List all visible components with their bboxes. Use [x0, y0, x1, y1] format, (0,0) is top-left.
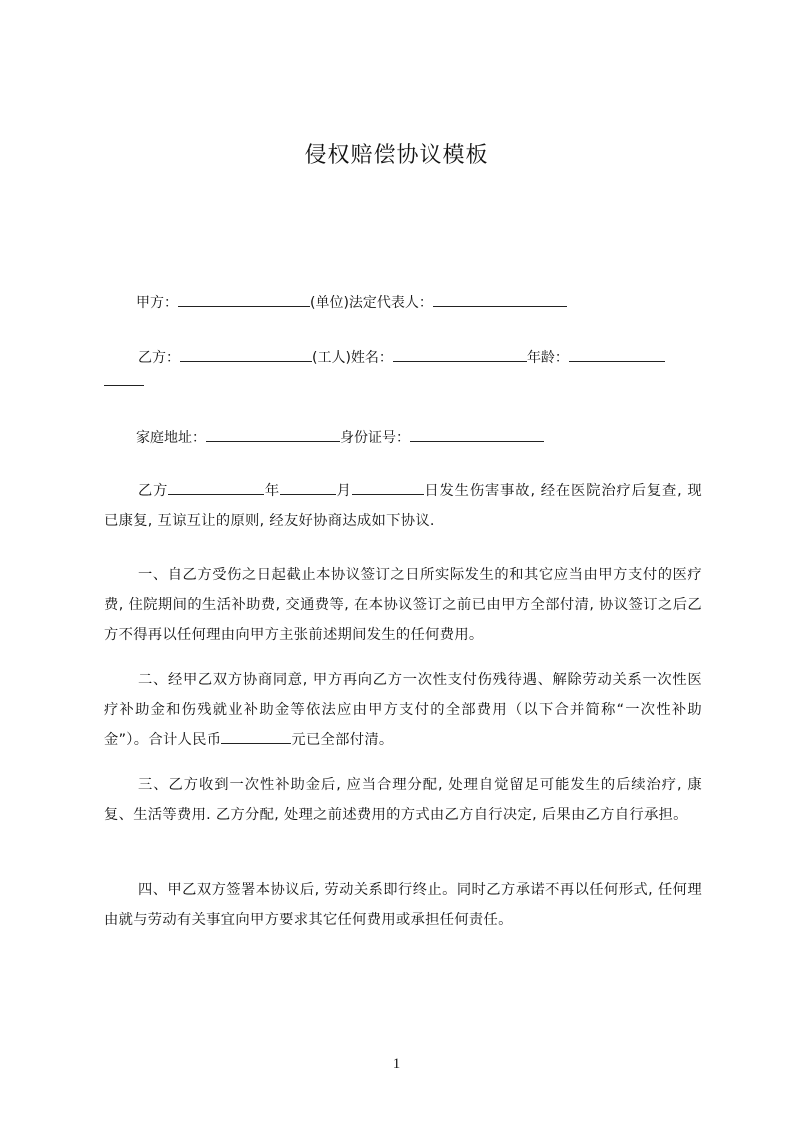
intro-paragraph: [104, 476, 702, 536]
clause-4: 四、甲乙双方签署本协议后, 劳动关系即行终止。同时乙方承诺不再以任何形式, 任何理由就与劳动有关事宜向甲方要求其它任何费用或承担任何责任。: [104, 882, 702, 928]
name-blank[interactable]: [393, 347, 527, 362]
legal-rep-blank[interactable]: [433, 292, 567, 307]
party-a-blank[interactable]: [178, 292, 310, 307]
id-label: 身份证号：: [340, 430, 410, 446]
month-label: 月: [336, 483, 352, 499]
clause-2-suffix: 元已全部付清。: [291, 732, 394, 748]
party-b-blank[interactable]: [180, 347, 312, 362]
year-blank[interactable]: [168, 480, 264, 495]
party-a-unit-label: (单位)法定代表人：: [310, 295, 433, 311]
intro-prefix: 乙方: [138, 483, 169, 499]
party-a-line: [136, 292, 736, 312]
address-line: [136, 427, 736, 447]
age-blank[interactable]: [569, 347, 665, 362]
party-b-line: [138, 347, 738, 367]
year-label: 年: [264, 483, 281, 499]
address-blank[interactable]: [206, 427, 340, 442]
clause-3: 三、乙方收到一次性补助金后, 应当合理分配, 处理自觉留足可能发生的后续治疗, 康复、生活等费用. 乙方分配, 处理之前述费用的方式由乙方自行决定, 后果由乙方自行承担。: [104, 777, 702, 823]
age-blank-continued: [104, 371, 704, 391]
amount-blank[interactable]: [221, 729, 291, 744]
id-blank[interactable]: [410, 427, 544, 442]
clause-1: 一、自乙方受伤之日起截止本协议签订之日所实际发生的和其它应当由甲方支付的医疗费, 住院期间的生活补助费, 交通费等, 在本协议签订之前已由甲方全部付清, 协议签订之后乙方不得再以任何理由向甲方主张前述期间发生的任何费用。: [104, 567, 702, 643]
month-blank[interactable]: [280, 480, 336, 495]
document-title: 侵权赔偿协议模板: [304, 143, 489, 168]
intro-text: 日发生伤害事故, 经在医院治疗后复查, 现已康复, 互谅互让的原则, 经友好协商达成如下协议.: [104, 483, 702, 529]
day-blank[interactable]: [352, 480, 424, 495]
age-label: 年龄：: [526, 350, 569, 366]
clause-2: [104, 665, 702, 755]
party-b-label: 乙方：: [138, 350, 180, 366]
address-label: 家庭地址：: [136, 430, 206, 446]
clause-2-text: 二、经甲乙双方协商同意, 甲方再向乙方一次性支付伤残待遇、解除劳动关系一次性医疗补助金和伤残就业补助金等依法应由甲方支付的全部费用（以下合并简称“一次性补助金”）。合计人民币: [104, 672, 702, 748]
party-a-label: 甲方：: [136, 295, 178, 311]
age-blank-wrap[interactable]: [104, 371, 144, 386]
page-number: 1: [392, 1056, 401, 1072]
party-b-worker-label: (工人)姓名：: [312, 350, 393, 366]
